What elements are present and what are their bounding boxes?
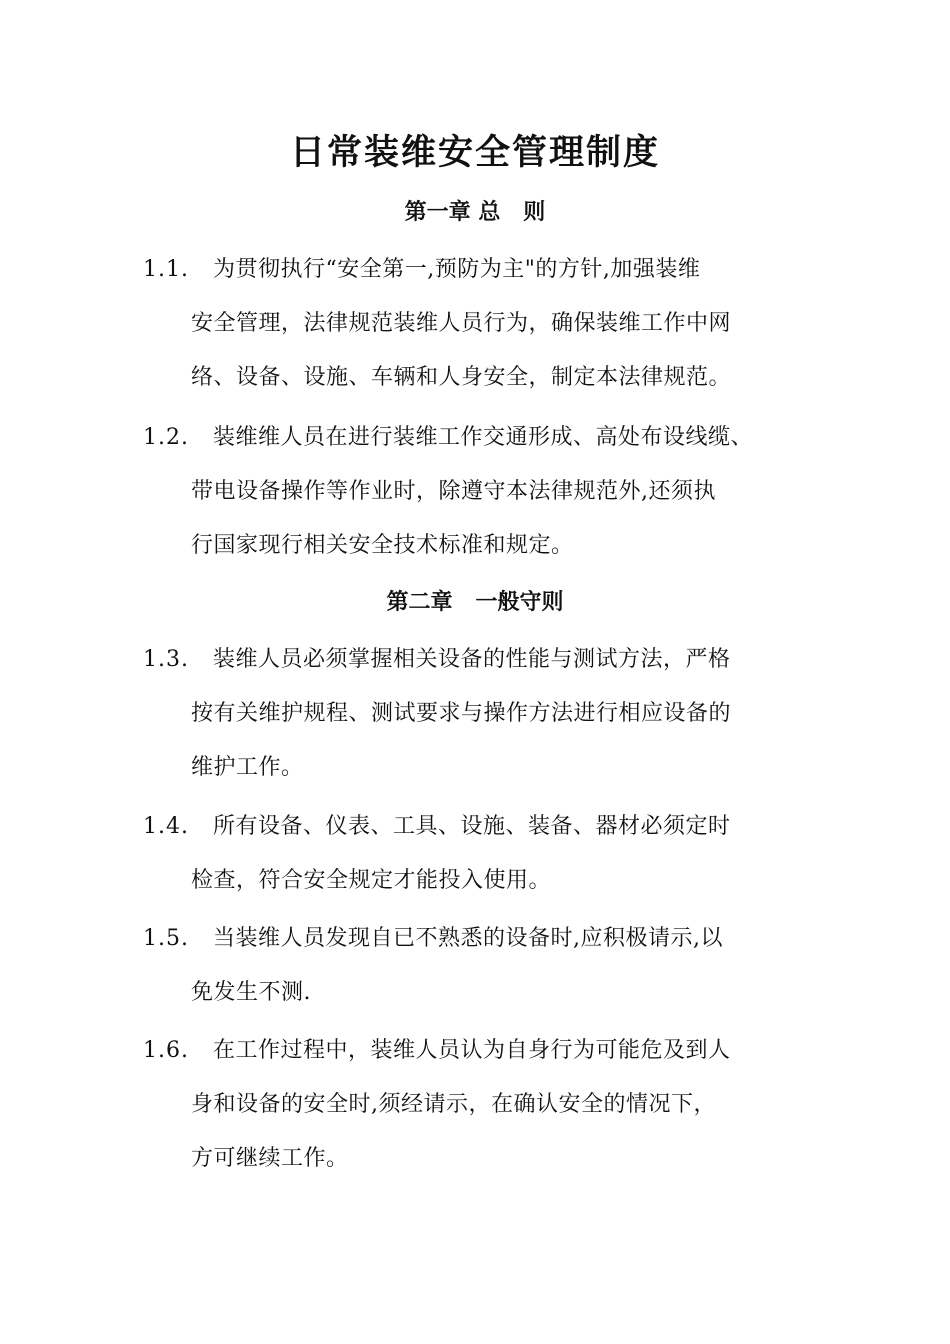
clause-line: 为贯彻执行“安全第一,预防为主"的方针,加强装维 (213, 257, 701, 282)
clause-1-2 (143, 411, 843, 573)
clause-line: 装维维人员在进行装维工作交通形成、高处布设线缆、 (213, 425, 754, 450)
clause-1-6 (143, 1024, 843, 1186)
clause-line: 当装维人员发现自已不熟悉的设备时,应积极请示,以 (213, 926, 723, 951)
clause-1-1 (143, 243, 843, 405)
clause-line: 免发生不测. (191, 980, 311, 1005)
clause-line: 方可继续工作。 (191, 1146, 349, 1171)
clause-1-5 (143, 912, 843, 1020)
clause-line: 维护工作。 (191, 755, 304, 780)
clause-1-4 (143, 800, 843, 908)
clause-1-3 (143, 633, 843, 795)
clause-line: 所有设备、仪表、工具、设施、装备、器材必须定时 (213, 814, 731, 839)
clause-line: 安全管理，法律规范装维人员行为，确保装维工作中网 (191, 311, 732, 336)
clause-number: 1.5. (143, 926, 189, 951)
clause-line: 身和设备的安全时,须经请示，在确认安全的情况下， (191, 1092, 716, 1117)
chapter-heading-2: 第二章 一般守则 (386, 590, 564, 615)
clause-line: 在工作过程中，装维人员认为自身行为可能危及到人 (213, 1038, 731, 1063)
document-title: 日常装维安全管理制度 (289, 133, 660, 173)
clause-line: 带电设备操作等作业时，除遵守本法律规范外,还须执 (191, 479, 716, 504)
clause-line: 络、设备、设施、车辆和人身安全，制定本法律规范。 (191, 365, 732, 390)
clause-line: 装维人员必须掌握相关设备的性能与测试方法，严格 (213, 647, 731, 672)
clause-number: 1.3. (143, 647, 189, 672)
chapter-heading-1: 第一章 总 则 (404, 200, 546, 225)
clause-line: 检查，符合安全规定才能投入使用。 (191, 868, 552, 893)
clause-number: 1.6. (143, 1038, 189, 1063)
clause-number: 1.4. (143, 814, 189, 839)
clause-number: 1.2. (143, 425, 189, 450)
clause-number: 1.1. (143, 257, 189, 282)
clause-line: 行国家现行相关安全技术标准和规定。 (191, 533, 574, 558)
clause-line: 按有关维护规程、测试要求与操作方法进行相应设备的 (191, 701, 732, 726)
